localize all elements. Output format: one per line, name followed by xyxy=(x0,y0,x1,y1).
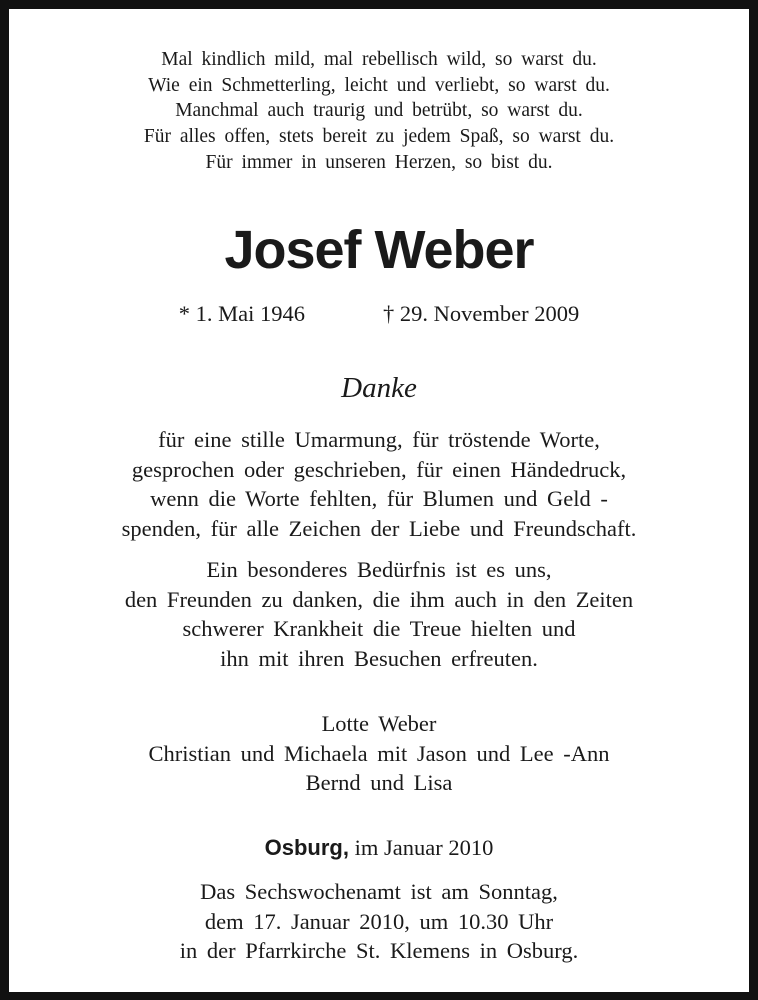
place-date-line xyxy=(9,833,749,863)
deceased-name: Josef Weber xyxy=(224,220,534,280)
thanks-line: für eine stille Umarmung, für tröstende Worte, xyxy=(158,427,600,452)
death-date: † 29. November 2009 xyxy=(383,301,580,326)
mass-line: dem 17. Januar 2010, um 10.30 Uhr xyxy=(204,908,554,934)
poem-line: Wie ein Schmetterling, leicht und verliebt, so warst du. xyxy=(148,74,610,96)
poem-line: Für alles offen, stets bereit zu jedem Spaß, so warst du. xyxy=(143,126,615,148)
thanks-line: spenden, für alle Zeichen der Liebe und Freundschaft. xyxy=(121,516,637,542)
date-text: im Januar 2010 xyxy=(354,835,494,860)
mass-line: in der Pfarrkirche St. Klemens in Osburg. xyxy=(179,938,579,964)
obituary-notice xyxy=(9,9,749,992)
life-dates xyxy=(9,299,749,329)
thanks-line: wenn die Worte fehlten, für Blumen und Geld - xyxy=(150,486,608,512)
poem xyxy=(9,47,749,176)
danke-heading: Danke xyxy=(341,372,417,404)
special-thanks-line: Ein besonderes Bedürfnis ist es uns, xyxy=(206,557,552,582)
signers xyxy=(9,709,749,798)
special-thanks-line: den Freunden zu danken, die ihm auch in den Zeiten xyxy=(124,586,634,612)
special-thanks-line: schwerer Krankheit die Treue hielten und xyxy=(182,616,576,642)
special-thanks-paragraph xyxy=(9,555,749,674)
signer-line: Christian und Michaela mit Jason und Lee -Ann xyxy=(148,740,610,766)
signer-line: Bernd und Lisa xyxy=(305,770,453,796)
mass-line: Das Sechswochenamt ist am Sonntag, xyxy=(200,879,558,904)
city-name: Osburg, xyxy=(264,835,349,860)
poem-line: Mal kindlich mild, mal rebellisch wild, so warst du. xyxy=(161,49,597,70)
thanks-paragraph xyxy=(9,425,749,544)
signer-line: Lotte Weber xyxy=(321,711,437,736)
thanks-line: gesprochen oder geschrieben, für einen Händedruck, xyxy=(131,456,627,482)
special-thanks-line: ihn mit ihren Besuchen erfreuten. xyxy=(220,646,538,672)
poem-line: Manchmal auch traurig und betrübt, so warst du. xyxy=(175,100,583,122)
poem-line: Für immer in unseren Herzen, so bist du. xyxy=(205,151,553,173)
memorial-mass-info xyxy=(9,877,749,966)
birth-date: * 1. Mai 1946 xyxy=(178,301,306,326)
